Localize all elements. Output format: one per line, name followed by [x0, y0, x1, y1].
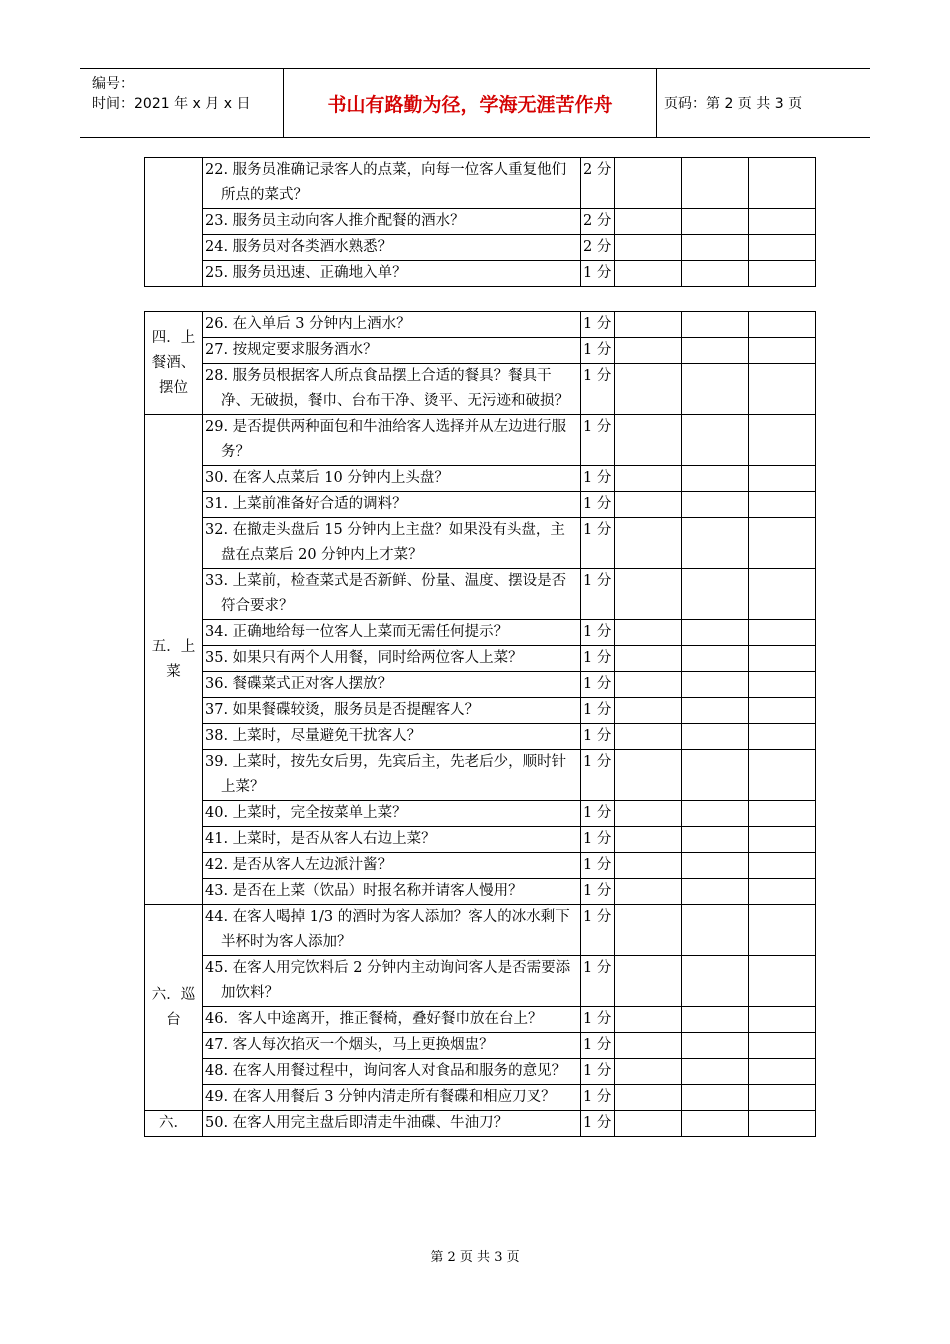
item-cell: 43. 是否在上菜（饮品）时报名称并请客人慢用？: [203, 879, 581, 905]
table-row: [145, 312, 816, 338]
score-cell: 1 分: [581, 905, 615, 956]
blank-cell: [749, 1007, 816, 1033]
blank-cell: [615, 646, 682, 672]
item-cell: 42. 是否从客人左边派汁酱？: [203, 853, 581, 879]
blank-cell: [749, 158, 816, 209]
score-cell: 2 分: [581, 235, 615, 261]
item-cell: 36. 餐碟菜式正对客人摆放？: [203, 672, 581, 698]
blank-cell: [615, 338, 682, 364]
blank-cell: [682, 1085, 749, 1111]
blank-cell: [682, 158, 749, 209]
blank-cell: [749, 312, 816, 338]
score-cell: 1 分: [581, 879, 615, 905]
blank-cell: [749, 415, 816, 466]
score-cell: 1 分: [581, 646, 615, 672]
blank-cell: [749, 261, 816, 287]
score-cell: 1 分: [581, 1059, 615, 1085]
category-cell: 六．: [145, 1111, 203, 1137]
table-row: [145, 1059, 816, 1085]
blank-cell: [615, 698, 682, 724]
blank-cell: [749, 698, 816, 724]
blank-cell: [682, 312, 749, 338]
blank-cell: [682, 466, 749, 492]
score-cell: 1 分: [581, 415, 615, 466]
table-row: [145, 905, 816, 956]
item-cell: 33. 上菜前，检查菜式是否新鲜、份量、温度、摆设是否符合要求？: [203, 569, 581, 620]
table-row: [145, 364, 816, 415]
item-cell: 29. 是否提供两种面包和牛油给客人选择并从左边进行服务？: [203, 415, 581, 466]
blank-cell: [615, 518, 682, 569]
score-cell: 1 分: [581, 1111, 615, 1137]
evaluation-table-continued: [144, 157, 816, 287]
item-cell: 39. 上菜时，按先女后男，先宾后主，先老后少，顺时针上菜？: [203, 750, 581, 801]
blank-cell: [749, 338, 816, 364]
blank-cell: [682, 905, 749, 956]
blank-cell: [682, 853, 749, 879]
blank-cell: [615, 827, 682, 853]
item-cell: 28. 服务员根据客人所点食品摆上合适的餐具？餐具干净、无破损，餐巾、台布干净、烫平、无污迹和破损？: [203, 364, 581, 415]
item-cell: 30. 在客人点菜后 10 分钟内上头盘？: [203, 466, 581, 492]
table-row: [145, 466, 816, 492]
item-cell: 45. 在客人用完饮料后 2 分钟内主动询问客人是否需要添加饮料？: [203, 956, 581, 1007]
blank-cell: [749, 1059, 816, 1085]
blank-cell: [615, 158, 682, 209]
blank-cell: [615, 569, 682, 620]
item-cell: 47. 客人每次掐灭一个烟头，马上更换烟盅？: [203, 1033, 581, 1059]
score-cell: 1 分: [581, 801, 615, 827]
score-cell: 1 分: [581, 1007, 615, 1033]
table-row: [145, 853, 816, 879]
blank-cell: [615, 1033, 682, 1059]
blank-cell: [749, 518, 816, 569]
score-cell: 1 分: [581, 672, 615, 698]
blank-cell: [615, 364, 682, 415]
category-cell: [145, 158, 203, 287]
table-row: [145, 724, 816, 750]
blank-cell: [615, 905, 682, 956]
blank-cell: [749, 569, 816, 620]
blank-cell: [615, 466, 682, 492]
blank-cell: [682, 569, 749, 620]
blank-cell: [615, 672, 682, 698]
blank-cell: [615, 1007, 682, 1033]
blank-cell: [749, 364, 816, 415]
header-page-code: 页码：第 2 页 共 3 页: [664, 96, 803, 112]
blank-cell: [615, 415, 682, 466]
blank-cell: [682, 364, 749, 415]
blank-cell: [749, 492, 816, 518]
item-cell: 26. 在入单后 3 分钟内上酒水？: [203, 312, 581, 338]
header-meta: [80, 69, 283, 137]
item-cell: 50. 在客人用完主盘后即清走牛油碟、牛油刀？: [203, 1111, 581, 1137]
item-cell: 27. 按规定要求服务酒水？: [203, 338, 581, 364]
blank-cell: [615, 750, 682, 801]
score-cell: 1 分: [581, 698, 615, 724]
page-header: [80, 68, 870, 138]
blank-cell: [749, 827, 816, 853]
blank-cell: [749, 1033, 816, 1059]
score-cell: 1 分: [581, 1033, 615, 1059]
blank-cell: [749, 646, 816, 672]
blank-cell: [749, 466, 816, 492]
blank-cell: [682, 1007, 749, 1033]
blank-cell: [682, 1111, 749, 1137]
score-cell: 1 分: [581, 492, 615, 518]
blank-cell: [682, 518, 749, 569]
blank-cell: [615, 620, 682, 646]
blank-cell: [682, 672, 749, 698]
item-cell: 23. 服务员主动向客人推介配餐的酒水？: [203, 209, 581, 235]
table-row: [145, 1007, 816, 1033]
blank-cell: [615, 261, 682, 287]
blank-cell: [682, 724, 749, 750]
blank-cell: [749, 1111, 816, 1137]
blank-cell: [615, 312, 682, 338]
table-row: [145, 492, 816, 518]
item-cell: 46．客人中途离开，推正餐椅，叠好餐巾放在台上？: [203, 1007, 581, 1033]
blank-cell: [682, 492, 749, 518]
blank-cell: [615, 853, 682, 879]
item-cell: 38. 上菜时，尽量避免干扰客人？: [203, 724, 581, 750]
item-cell: 24. 服务员对各类酒水熟悉？: [203, 235, 581, 261]
blank-cell: [749, 672, 816, 698]
score-cell: 1 分: [581, 750, 615, 801]
evaluation-table: [144, 311, 816, 1137]
blank-cell: [615, 1111, 682, 1137]
blank-cell: [682, 646, 749, 672]
blank-cell: [615, 209, 682, 235]
table-row: [145, 1111, 816, 1137]
blank-cell: [682, 415, 749, 466]
blank-cell: [682, 1059, 749, 1085]
score-cell: 2 分: [581, 158, 615, 209]
table-row: [145, 956, 816, 1007]
blank-cell: [682, 879, 749, 905]
table-row: [145, 569, 816, 620]
table-row: [145, 518, 816, 569]
category-cell: 六．巡台: [145, 905, 203, 1111]
item-cell: 48. 在客人用餐过程中，询问客人对食品和服务的意见？: [203, 1059, 581, 1085]
blank-cell: [682, 1033, 749, 1059]
table-row: [145, 698, 816, 724]
blank-cell: [749, 853, 816, 879]
table-row: [145, 879, 816, 905]
page-footer: 第 2 页 共 3 页: [430, 1250, 520, 1265]
item-cell: 35. 如果只有两个人用餐，同时给两位客人上菜？: [203, 646, 581, 672]
table-row: [145, 672, 816, 698]
score-cell: 1 分: [581, 364, 615, 415]
blank-cell: [615, 956, 682, 1007]
blank-cell: [615, 724, 682, 750]
item-cell: 44. 在客人喝掉 1/3 的酒时为客人添加？客人的冰水剩下半杯时为客人添加？: [203, 905, 581, 956]
blank-cell: [749, 620, 816, 646]
blank-cell: [682, 956, 749, 1007]
blank-cell: [749, 879, 816, 905]
blank-cell: [749, 235, 816, 261]
blank-cell: [682, 698, 749, 724]
table-row: [145, 646, 816, 672]
blank-cell: [615, 492, 682, 518]
item-cell: 49. 在客人用餐后 3 分钟内清走所有餐碟和相应刀叉？: [203, 1085, 581, 1111]
score-cell: 1 分: [581, 569, 615, 620]
blank-cell: [615, 1059, 682, 1085]
blank-cell: [682, 801, 749, 827]
table-row: [145, 209, 816, 235]
item-cell: 37. 如果餐碟较烫，服务员是否提醒客人？: [203, 698, 581, 724]
blank-cell: [682, 235, 749, 261]
table-row: [145, 1085, 816, 1111]
category-cell: 四．上餐酒、摆位: [145, 312, 203, 415]
score-cell: 1 分: [581, 724, 615, 750]
table-row: [145, 620, 816, 646]
blank-cell: [749, 209, 816, 235]
score-cell: 1 分: [581, 620, 615, 646]
blank-cell: [682, 261, 749, 287]
score-cell: 1 分: [581, 1085, 615, 1111]
table-row: [145, 750, 816, 801]
time-label: 时间：2021 年 x 月 x 日: [92, 96, 251, 112]
score-cell: 1 分: [581, 827, 615, 853]
table-row: [145, 235, 816, 261]
table-row: [145, 827, 816, 853]
table-row: [145, 1033, 816, 1059]
blank-cell: [615, 1085, 682, 1111]
blank-cell: [682, 209, 749, 235]
item-cell: 32. 在撤走头盘后 15 分钟内上主盘？如果没有头盘，主盘在点菜后 20 分钟内上才菜？: [203, 518, 581, 569]
score-cell: 1 分: [581, 261, 615, 287]
blank-cell: [749, 1085, 816, 1111]
blank-cell: [749, 724, 816, 750]
item-cell: 40. 上菜时，完全按菜单上菜？: [203, 801, 581, 827]
blank-cell: [749, 905, 816, 956]
item-cell: 31. 上菜前准备好合适的调料？: [203, 492, 581, 518]
score-cell: 1 分: [581, 853, 615, 879]
blank-cell: [615, 801, 682, 827]
table-row: [145, 338, 816, 364]
item-cell: 34. 正确地给每一位客人上菜而无需任何提示？: [203, 620, 581, 646]
item-cell: 22. 服务员准确记录客人的点菜，向每一位客人重复他们所点的菜式？: [203, 158, 581, 209]
blank-cell: [615, 879, 682, 905]
table-row: [145, 261, 816, 287]
score-cell: 1 分: [581, 466, 615, 492]
header-motto: 书山有路勤为径，学海无涯苦作舟: [283, 69, 657, 137]
score-cell: 2 分: [581, 209, 615, 235]
table-row: [145, 415, 816, 466]
score-cell: 1 分: [581, 338, 615, 364]
table-row: [145, 158, 816, 209]
category-cell: 五．上菜: [145, 415, 203, 905]
score-cell: 1 分: [581, 312, 615, 338]
blank-cell: [749, 801, 816, 827]
blank-cell: [682, 620, 749, 646]
blank-cell: [615, 235, 682, 261]
score-cell: 1 分: [581, 956, 615, 1007]
blank-cell: [682, 827, 749, 853]
number-label: 编号：: [92, 76, 134, 92]
blank-cell: [682, 750, 749, 801]
item-cell: 41. 上菜时，是否从客人右边上菜？: [203, 827, 581, 853]
score-cell: 1 分: [581, 518, 615, 569]
blank-cell: [749, 750, 816, 801]
blank-cell: [682, 338, 749, 364]
item-cell: 25. 服务员迅速、正确地入单？: [203, 261, 581, 287]
table-row: [145, 801, 816, 827]
blank-cell: [749, 956, 816, 1007]
